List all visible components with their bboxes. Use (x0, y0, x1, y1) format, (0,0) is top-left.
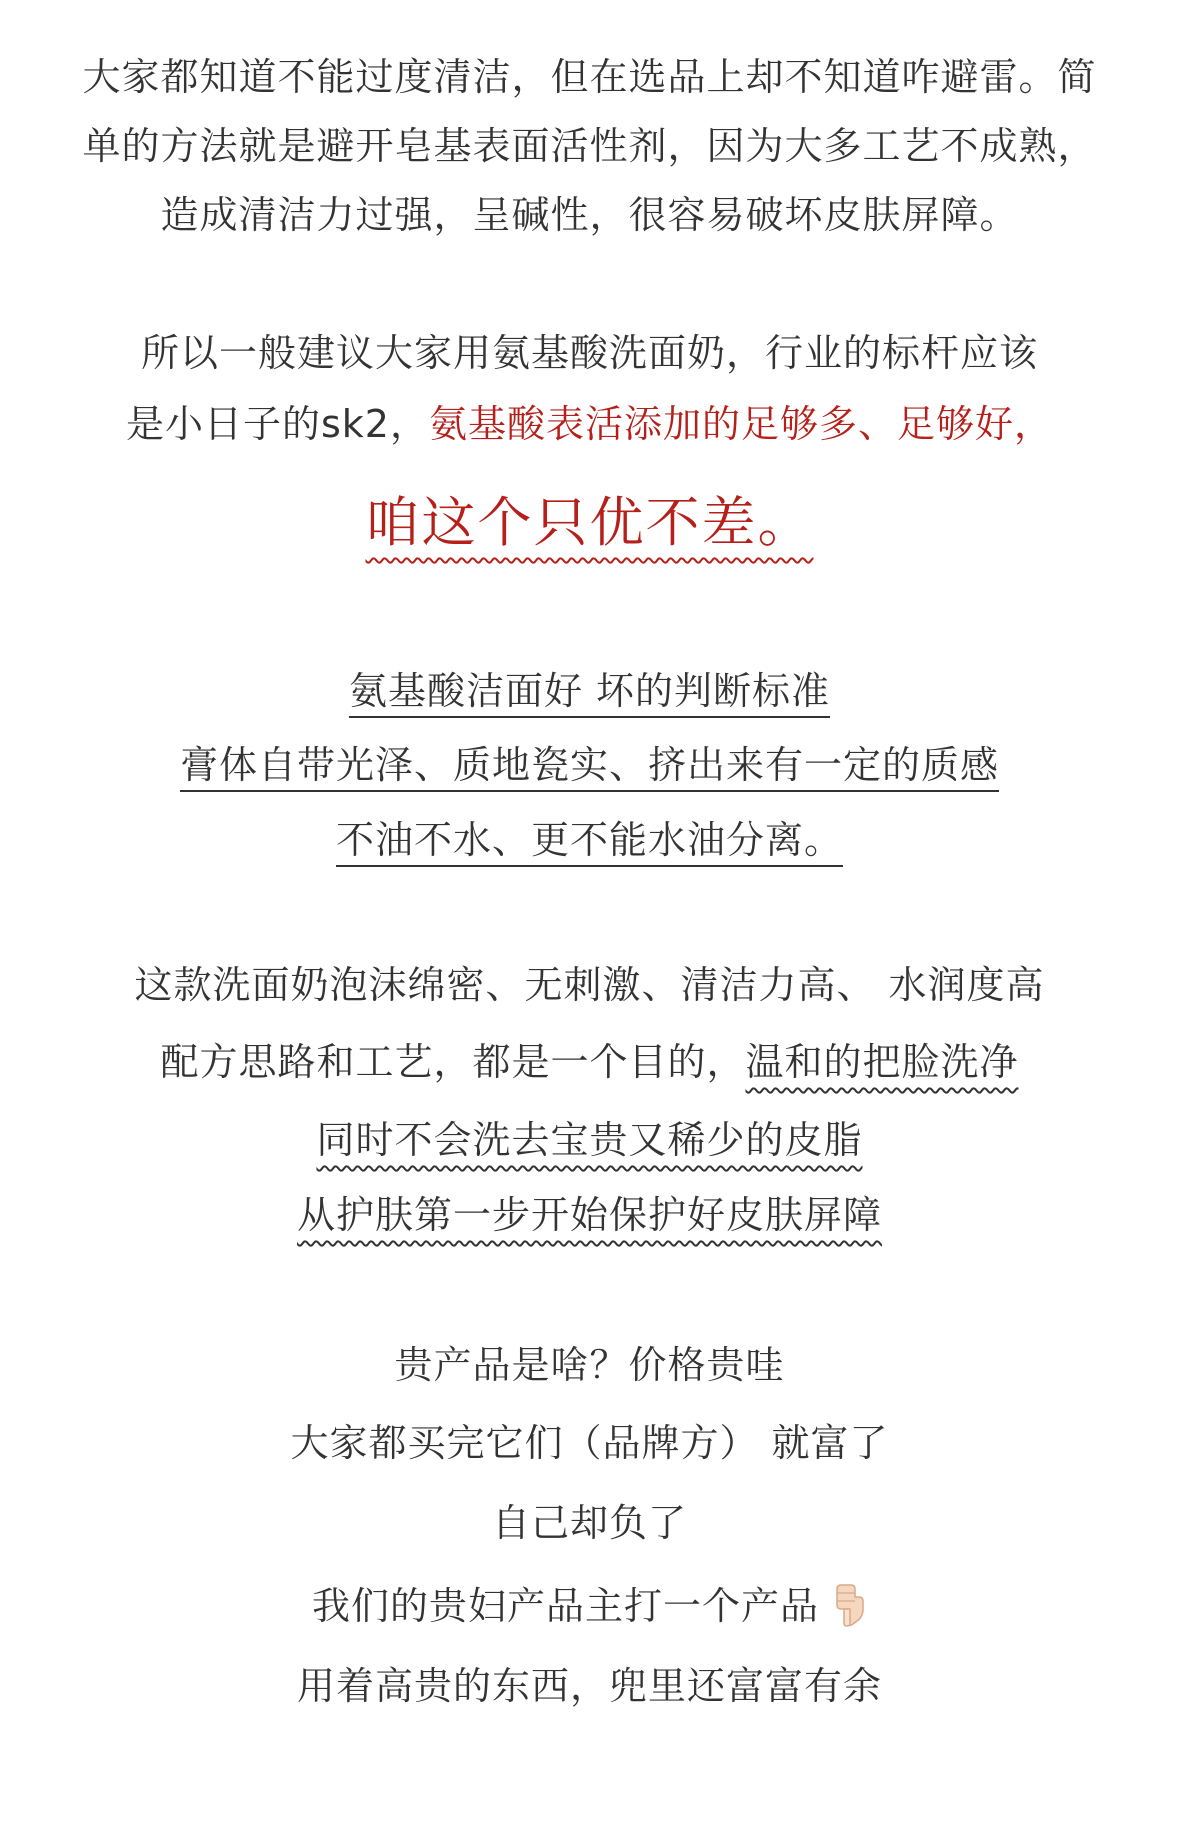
standard-criteria-2: 不油不水、更不能水油分离。 (335, 818, 843, 862)
standard-criteria-1: 膏体自带光泽、质地瓷实、挤出来有一定的质感 (179, 743, 999, 787)
features-line-2 (0, 1037, 1179, 1087)
standard-line-2 (0, 740, 1179, 790)
closing-line-1: 贵产品是啥？价格贵哇 (394, 1343, 785, 1387)
standard-line-3 (0, 815, 1179, 865)
intro-line-1: 大家都知道不能过度清洁，但在选品上却不知道咋避雷。简 (82, 55, 1097, 99)
emphasis-statement-text: 咱这个只优不差。 (365, 491, 814, 554)
closing-line-3: 自己却负了 (491, 1501, 687, 1545)
features-line-4 (0, 1190, 1179, 1240)
features-line-2-highlight: 温和的把脸洗净 (745, 1040, 1019, 1084)
recommend-line-2 (0, 399, 1179, 449)
pointing-down-hand-icon (827, 1583, 867, 1627)
features-line-3 (0, 1115, 1179, 1165)
closing-line-2: 大家都买完它们（品牌方） 就富了 (290, 1421, 889, 1465)
closing-line-5: 用着高贵的东西，兜里还富富有余 (296, 1664, 882, 1708)
features-line-1: 这款洗面奶泡沫绵密、无刺激、清洁力高、 水润度高 (134, 963, 1045, 1007)
intro-line-2: 单的方法就是避开皂基表面活性剂，因为大多工艺不成熟， (82, 124, 1097, 168)
recommend-line-2-plain: 是小日子的sk2， (126, 402, 429, 446)
standard-heading: 氨基酸洁面好 坏的判断标准 (348, 669, 831, 713)
recommend-line-2-highlight: 氨基酸表活添加的足够多、足够好， (428, 402, 1053, 446)
closing-line-4-text: 我们的贵妇产品主打一个产品 (311, 1584, 819, 1628)
features-line-4-text: 从护肤第一步开始保护好皮肤屏障 (296, 1193, 882, 1237)
standard-line-1 (0, 666, 1179, 716)
emphasis-statement (0, 490, 1179, 556)
intro-line-3: 造成清洁力过强，呈碱性，很容易破坏皮肤屏障。 (160, 193, 1019, 237)
closing-line-4 (0, 1581, 1179, 1631)
recommend-line-1: 所以一般建议大家用氨基酸洗面奶，行业的标杆应该 (140, 331, 1038, 375)
features-line-3-text: 同时不会洗去宝贵又稀少的皮脂 (316, 1118, 863, 1162)
features-line-2-plain: 配方思路和工艺，都是一个目的， (160, 1040, 746, 1084)
